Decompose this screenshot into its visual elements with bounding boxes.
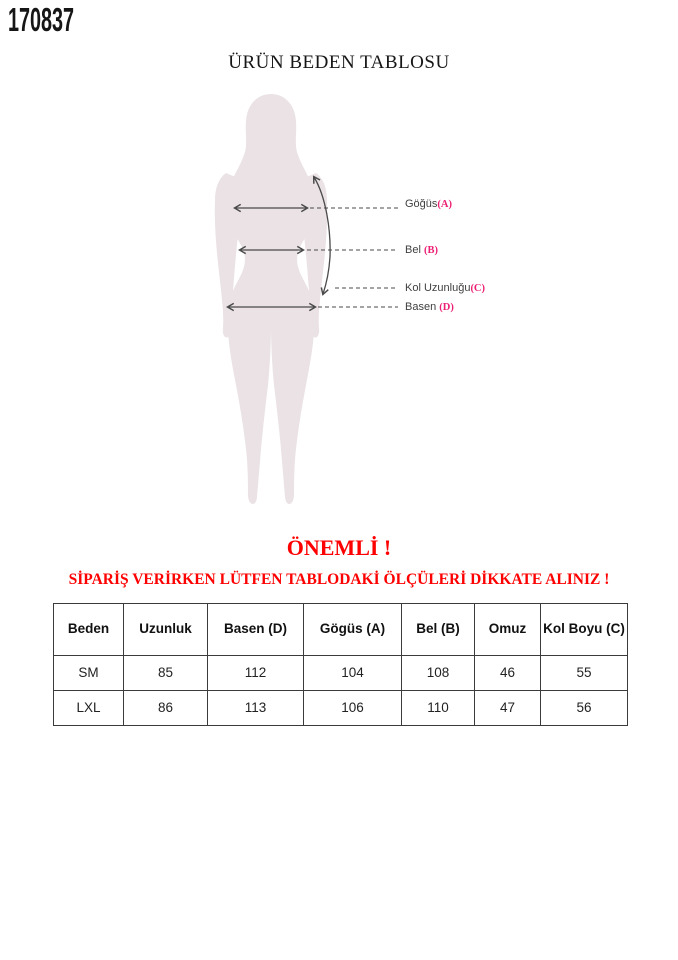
cell-sm-beden: SM — [54, 656, 124, 691]
measure-code-a: (A) — [437, 199, 452, 210]
female-body-silhouette — [215, 94, 327, 504]
col-header-kol-boyu: Kol Boyu (C) — [541, 604, 628, 656]
measure-label-waist-text: Bel — [405, 244, 424, 256]
cell-lxl-kol-boyu: 56 — [541, 691, 628, 726]
body-silhouette-figure — [190, 85, 540, 525]
col-header-bel: Bel (B) — [402, 604, 475, 656]
col-header-uzunluk: Uzunluk — [124, 604, 208, 656]
cell-sm-kol-boyu: 55 — [541, 656, 628, 691]
measure-label-waist — [405, 243, 438, 258]
col-header-basen: Basen (D) — [208, 604, 304, 656]
cell-lxl-basen: 113 — [208, 691, 304, 726]
col-header-omuz: Omuz — [475, 604, 541, 656]
measure-code-d: (D) — [439, 302, 454, 313]
cell-lxl-bel: 110 — [402, 691, 475, 726]
col-header-gogus: Gögüs (A) — [304, 604, 402, 656]
measure-label-arm — [405, 281, 485, 296]
cell-lxl-beden: LXL — [54, 691, 124, 726]
measure-label-hip — [405, 300, 454, 315]
cell-lxl-omuz: 47 — [475, 691, 541, 726]
col-header-beden: Beden — [54, 604, 124, 656]
cell-sm-gogus: 104 — [304, 656, 402, 691]
cell-lxl-gogus: 106 — [304, 691, 402, 726]
cell-sm-basen: 112 — [208, 656, 304, 691]
size-table — [53, 603, 628, 726]
measure-code-c: (C) — [470, 283, 486, 294]
size-table-header-row — [54, 604, 628, 656]
cell-lxl-uzunluk: 86 — [124, 691, 208, 726]
cell-sm-bel: 108 — [402, 656, 475, 691]
page-title: ÜRÜN BEDEN TABLOSU — [228, 52, 450, 73]
cell-sm-omuz: 46 — [475, 656, 541, 691]
measure-label-chest-text: Göğüs — [405, 198, 438, 210]
warning-heading: ÖNEMLİ ! — [286, 535, 392, 560]
measure-code-b: (B) — [423, 245, 438, 256]
cell-sm-uzunluk: 85 — [124, 656, 208, 691]
warning-message: SİPARİŞ VERİRKEN LÜTFEN TABLODAKİ ÖLÇÜLERİ DİKKATE ALINIZ ! — [68, 571, 610, 588]
size-row-sm — [54, 656, 628, 691]
body-measurement-diagram — [190, 85, 540, 525]
size-row-lxl — [54, 691, 628, 726]
product-code: 170837 — [8, 1, 75, 38]
measure-label-arm-text: Kol Uzunluğu — [405, 282, 471, 294]
measure-label-chest — [405, 197, 452, 212]
measure-label-hip-text: Basen — [405, 301, 440, 313]
